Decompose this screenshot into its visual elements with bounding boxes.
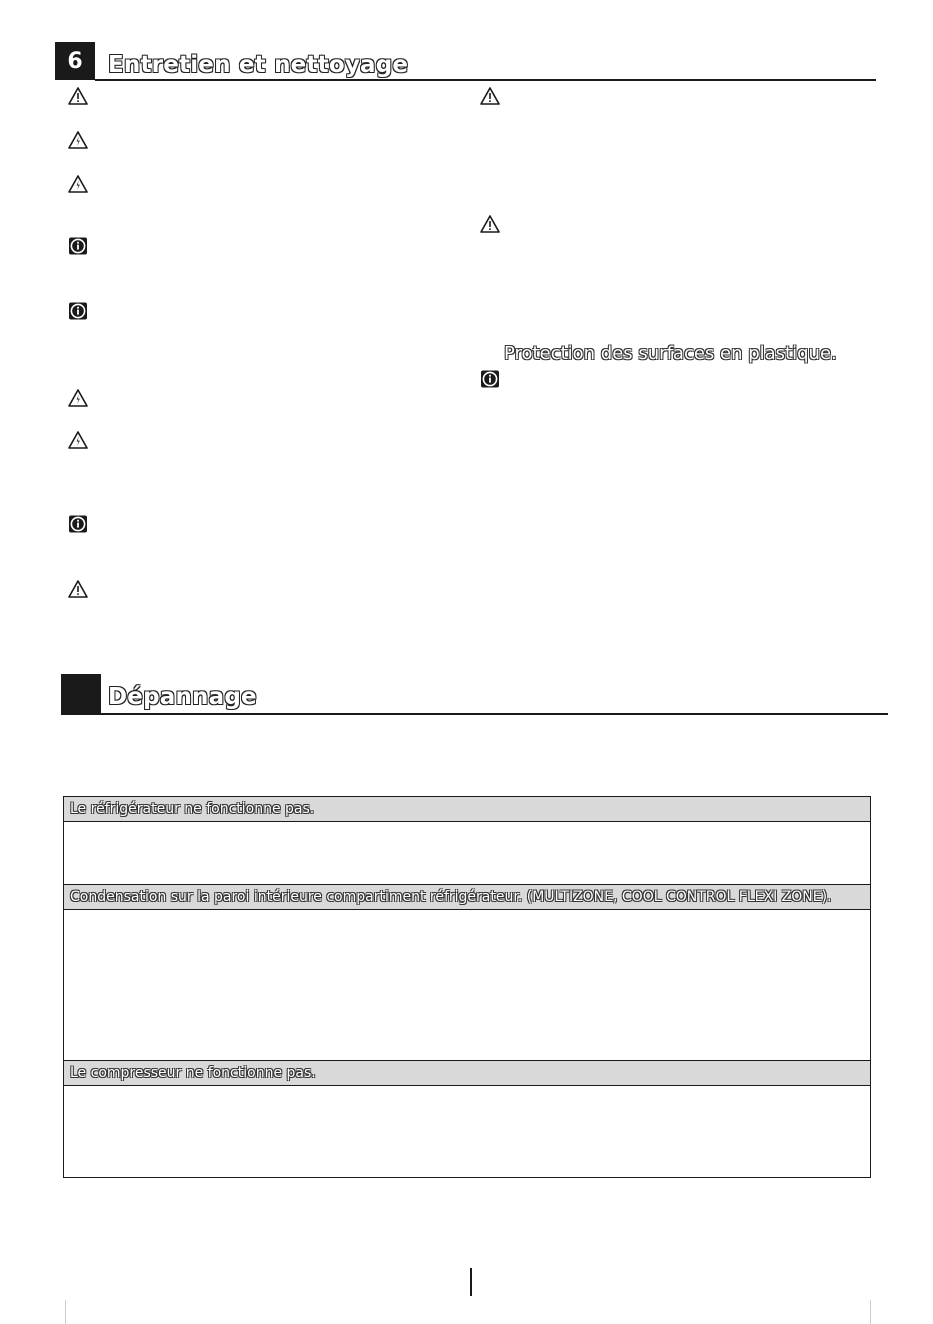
table-row-body	[64, 910, 870, 1060]
crop-mark	[65, 1300, 66, 1324]
section-title: Dépannage	[108, 684, 257, 710]
info-icon	[480, 370, 500, 388]
table-row-body	[64, 822, 870, 884]
info-icon	[68, 302, 88, 320]
table-row-heading: Le réfrigérateur ne fonctionne pas.	[64, 797, 870, 822]
section-title-rule	[95, 79, 876, 81]
section-number-badge	[55, 42, 95, 80]
info-icon	[68, 237, 88, 255]
warning-icon	[68, 87, 88, 105]
section-number-badge	[61, 674, 101, 715]
table-row-body	[64, 1086, 870, 1177]
electric-warning-icon	[68, 131, 88, 149]
electric-warning-icon	[68, 431, 88, 449]
warning-icon	[480, 215, 500, 233]
section-number: 6	[67, 48, 83, 74]
electric-warning-icon	[68, 175, 88, 193]
table-row-heading: Le compresseur ne fonctionne pas.	[64, 1060, 870, 1086]
page-number-marker	[470, 1268, 472, 1296]
plastic-surfaces-subtitle: Protection des surfaces en plastique.	[504, 343, 837, 364]
electric-warning-icon	[68, 389, 88, 407]
warning-icon	[480, 87, 500, 105]
table-row-heading: Condensation sur la paroi intérieure compartiment réfrigérateur. (MULTIZONE, COOL CONTROL FLEXI ZONE).	[64, 884, 870, 910]
troubleshooting-table	[63, 796, 871, 1178]
info-icon	[68, 515, 88, 533]
section-title-rule	[101, 713, 888, 715]
warning-icon	[68, 580, 88, 598]
crop-mark	[870, 1300, 871, 1324]
section-title: Entretien et nettoyage	[108, 52, 409, 78]
